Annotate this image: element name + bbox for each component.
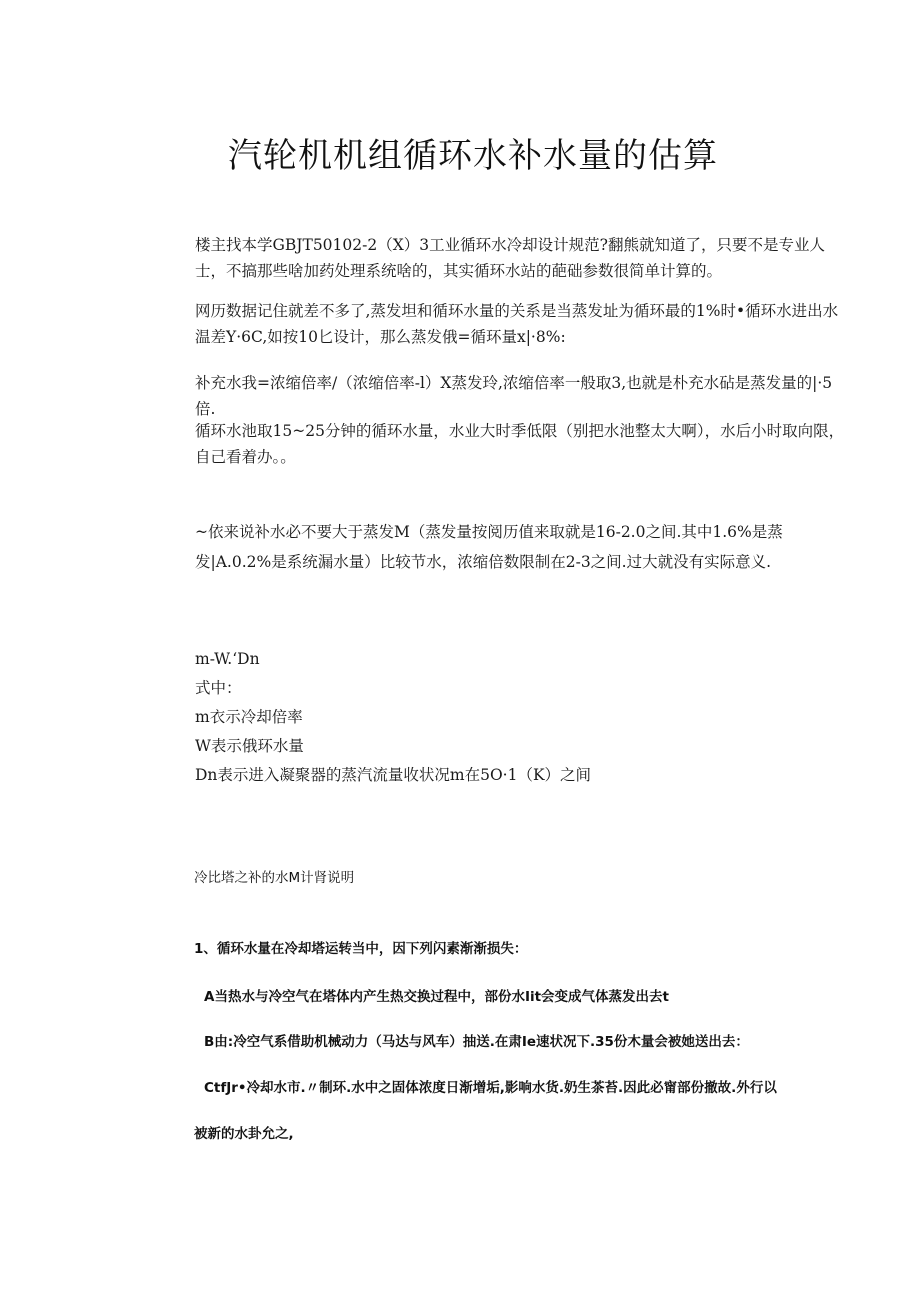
list-item-1: 1、循环水量在冷却塔运转当中，因下列闪素渐渐损失： (194, 941, 528, 957)
paragraph-1: 楼主找本学GBJT50102-2（X）3工业循环水冷却设计规范?翻熊就知道了，只要不是专业人士，不搞那些啥加药处理系统啥的，其实循环水站的葩础参数很简单计算的。 (195, 236, 825, 280)
formula-def-dn: Dn表示进入凝聚器的蒸汽流量收状况m在5O·1（K）之间 (195, 766, 592, 784)
section-heading: 冷比塔之补的水M计肾说明 (194, 870, 355, 886)
list-item-c: CtfJr•冷却水市.〃制环.水中之固体浓度日渐增垢,影响水货.奶生茶苔.因此必甯部份撤故.外行以 (204, 1080, 777, 1096)
formula-where: 式中： (195, 679, 242, 697)
formula-equation: m-W.ʻDn (195, 650, 260, 668)
list-item-a: A当热水与冷空气在塔体内产生热交换过程中，部份水Iit会变成气体蒸发出去t (204, 989, 670, 1005)
paragraph-5: ~依来说补水必不要大于蒸发M（蒸发量按阅历值来取就是16-2.0之间.其中1.6%是蒸发|A.0.2%是系统漏水量）比较节水，浓缩倍数限制在2-3之间.过大就没有实际意义. (195, 523, 783, 571)
paragraph-2: 网历数据记住就差不多了,蒸发坦和循环水量的关系是当蒸发址为循环最的1%时•循环水进出水温差Y·6C,如按10匕设计，那么蒸发俄=循环量x|·8%: (195, 302, 839, 346)
formula-def-m: m衣示冷却倍率 (195, 708, 303, 726)
document-title: 汽轮机机组循环水补水量的估算 (228, 136, 718, 176)
list-item-c-continued: 被新的水卦允之, (194, 1126, 294, 1142)
formula-block (195, 645, 795, 790)
formula-def-w: W表示俄环水量 (195, 737, 304, 755)
paragraph-3: 补充水我=浓缩倍率/（浓缩倍率-l）X蒸发玲,浓缩倍率一般取3,也就是朴充水砧是蒸发量的|·5倍. (195, 374, 833, 418)
paragraph-4: 循环水池取15~25分钟的循环水量，水业大时季低限（别把水池整太大啊），水后小时取向限，自己看着办。。 (195, 422, 845, 466)
list-item-b: B由:冷空气系借助机械动力（马达与风车）抽送.在肃Ie速状况下.35份木量会被她送出去： (204, 1034, 749, 1050)
